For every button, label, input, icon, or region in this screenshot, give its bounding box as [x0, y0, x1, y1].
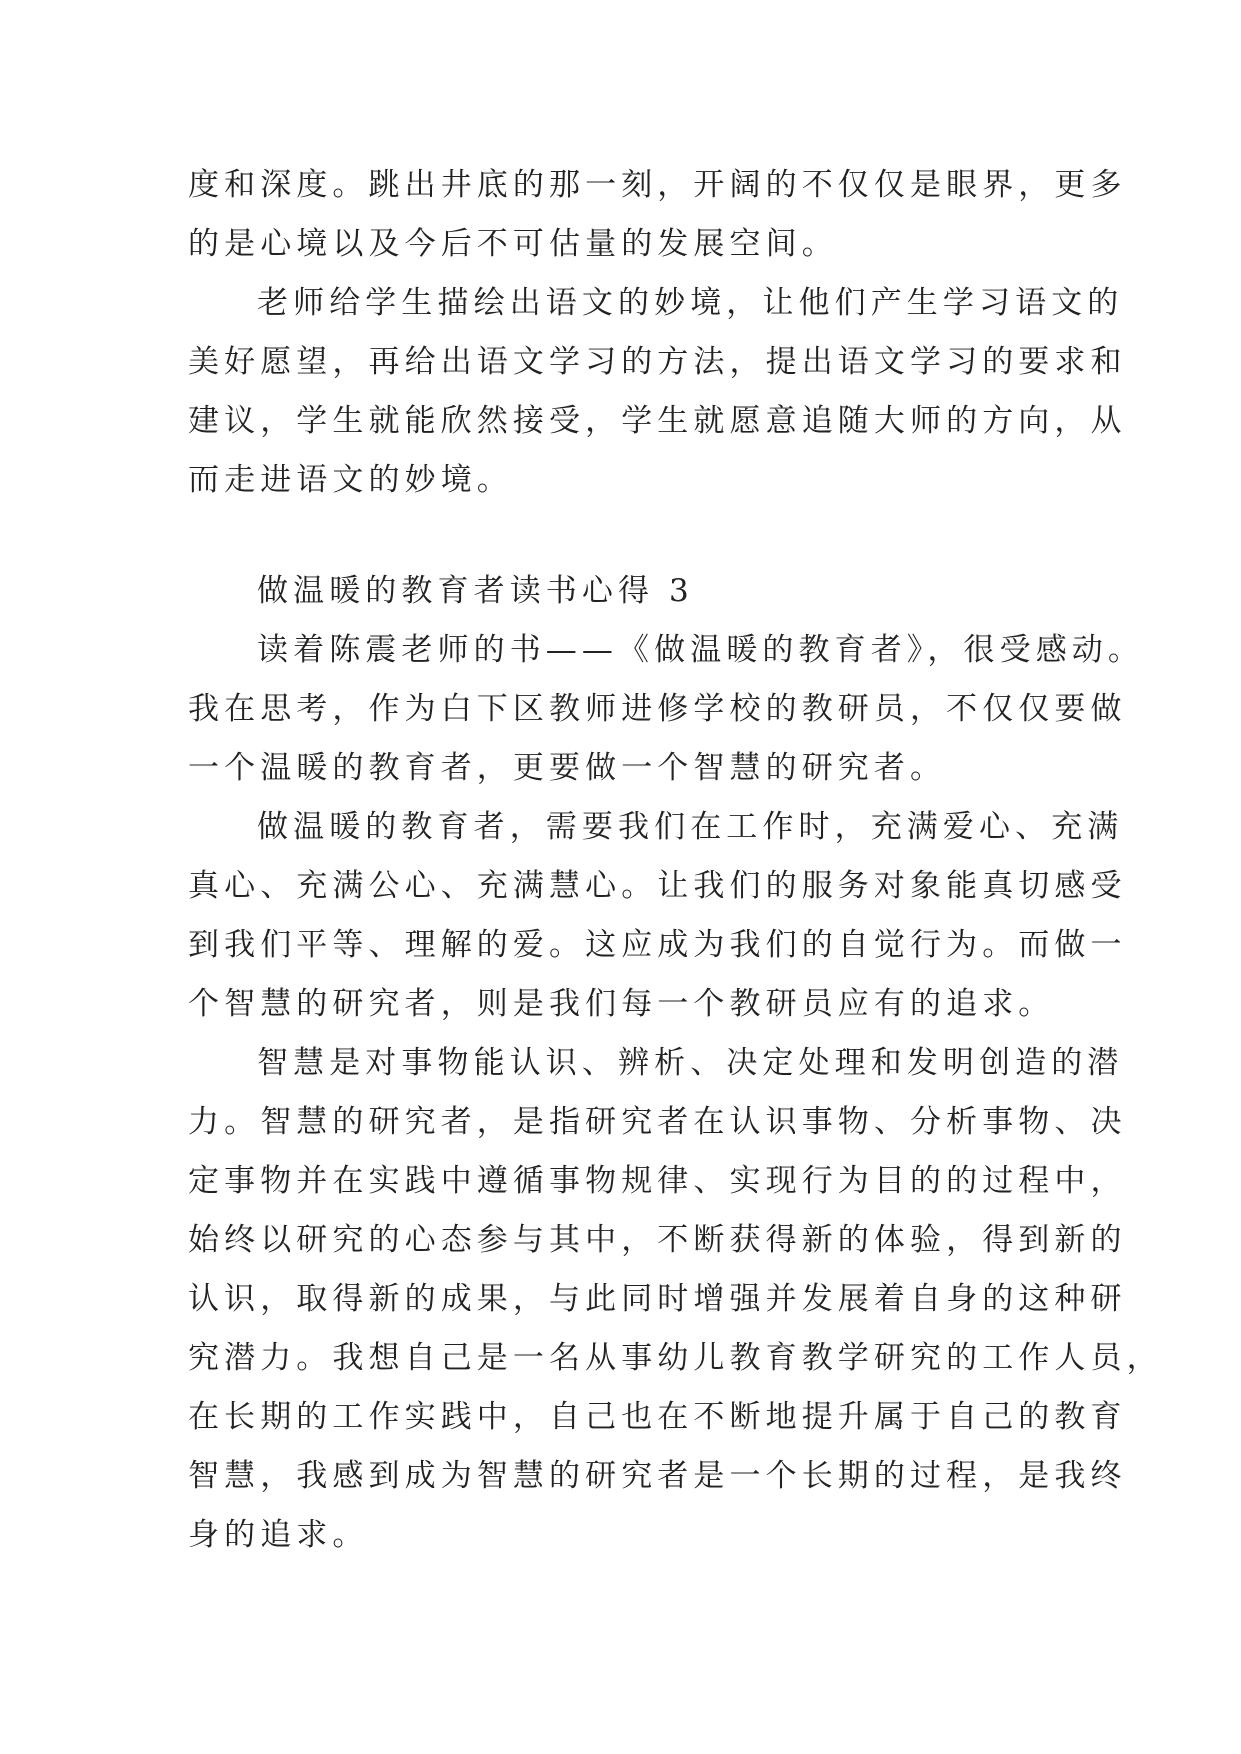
text-line: 认识，取得新的成果，与此同时增强并发展着自身的这种研	[188, 1281, 1127, 1317]
text-line: 而走进语文的妙境。	[188, 462, 513, 498]
text-line: 究潜力。我想自己是一名从事幼儿教育教学研究的工作人员，	[188, 1340, 1163, 1376]
paragraph-teacher	[188, 274, 1127, 510]
text-line: 在长期的工作实践中，自己也在不断地提升属于自己的教育	[188, 1399, 1127, 1435]
text-line: 我在思考，作为白下区教师进修学校的教研员，不仅仅要做	[188, 691, 1127, 727]
text-line: 读着陈震老师的书——《做温暖的教育者》，很受感动。	[257, 632, 1144, 668]
text-block-main	[188, 562, 1163, 1565]
text-line: 老师给学生描绘出语文的妙境，让他们产生学习语文的	[257, 285, 1124, 321]
text-line: 到我们平等、理解的爱。这应成为我们的自觉行为。而做一	[188, 927, 1127, 963]
text-line: 身的追求。	[188, 1517, 369, 1553]
text-line: 智慧，我感到成为智慧的研究者是一个长期的过程，是我终	[188, 1458, 1127, 1494]
text-line: 一个温暖的教育者，更要做一个智慧的研究者。	[188, 750, 947, 786]
text-line: 美好愿望，再给出语文学习的方法，提出语文学习的要求和	[188, 344, 1127, 380]
text-line: 力。智慧的研究者，是指研究者在认识事物、分析事物、决	[188, 1104, 1127, 1140]
paragraph-continuation	[188, 156, 1127, 274]
text-line: 始终以研究的心态参与其中，不断获得新的体验，得到新的	[188, 1222, 1127, 1258]
text-line: 智慧是对事物能认识、辨析、决定处理和发明创造的潜	[257, 1045, 1124, 1081]
section-title: 做温暖的教育者读书心得 3	[257, 573, 694, 609]
paragraph-intro	[188, 621, 1144, 798]
text-block-top	[188, 156, 1127, 510]
text-line: 建议，学生就能欣然接受，学生就愿意追随大师的方向，从	[188, 403, 1127, 439]
text-line: 做温暖的教育者，需要我们在工作时，充满爱心、充满	[257, 809, 1124, 845]
paragraph-warm	[188, 798, 1127, 1034]
text-line: 的是心境以及今后不可估量的发展空间。	[188, 226, 838, 262]
text-line: 个智慧的研究者，则是我们每一个教研员应有的追求。	[188, 986, 1055, 1022]
text-line: 定事物并在实践中遵循事物规律、实现行为目的的过程中，	[188, 1163, 1127, 1199]
text-line: 真心、充满公心、充满慧心。让我们的服务对象能真切感受	[188, 868, 1127, 904]
paragraph-wisdom	[188, 1034, 1163, 1565]
text-line: 度和深度。跳出井底的那一刻，开阔的不仅仅是眼界，更多	[188, 167, 1127, 203]
